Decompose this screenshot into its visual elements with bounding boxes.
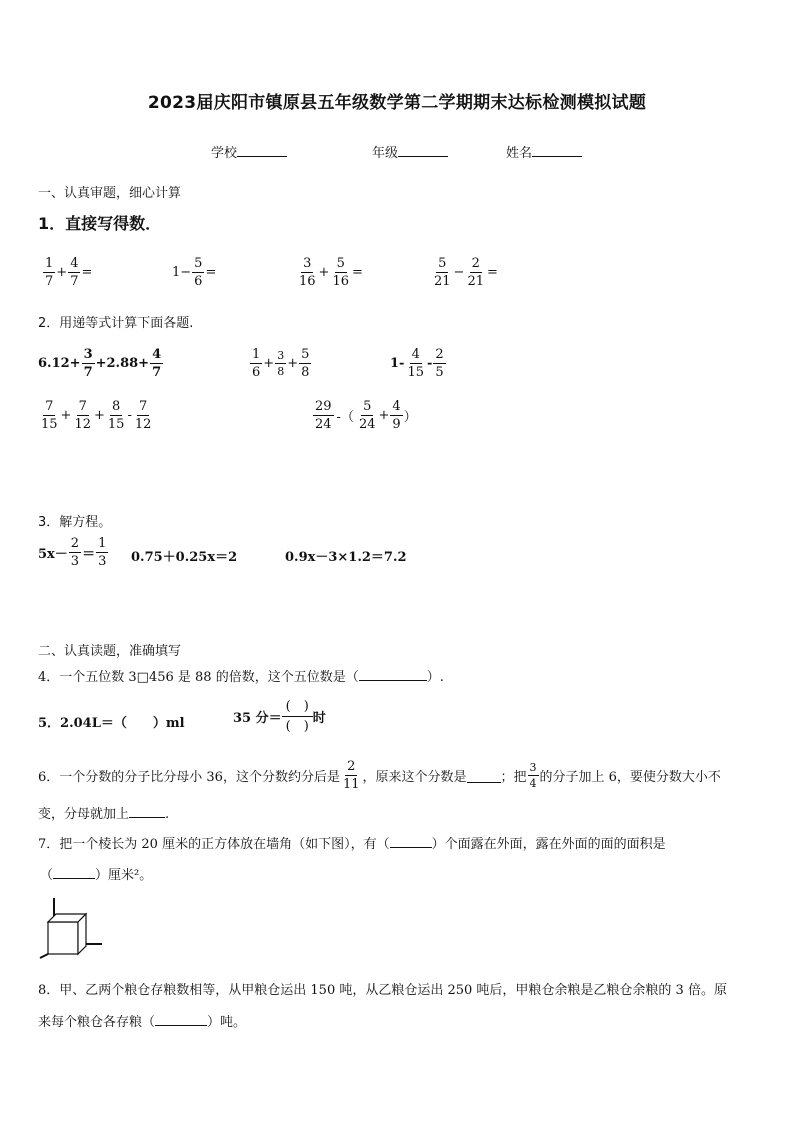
question-5-right: 35 分＝ ( ) ( ) 时: [233, 699, 326, 734]
section-2-heading: 二、认真读题，准确填写: [38, 644, 182, 659]
name-blank[interactable]: [532, 156, 582, 157]
fraction: $\frac{2}{5}$: [435, 347, 444, 380]
fraction-answer-box[interactable]: ( ) ( ): [282, 700, 313, 733]
fraction: $\frac{5}{24}$: [358, 399, 376, 432]
q1-item-4: $\frac{5}{21}$ − $\frac{2}{21}$ =: [434, 256, 498, 289]
grade-blank[interactable]: [398, 156, 448, 157]
q3-eq-3: 0.9x－3×1.2＝7.2: [285, 550, 407, 565]
question-1-label: 1．直接写得数．: [38, 214, 162, 233]
school-label: 学校: [211, 146, 238, 161]
fraction: $\frac{5}{6}$: [194, 256, 203, 289]
fraction: $\frac{4}{7}$: [70, 256, 79, 289]
q3-eq-2: 0.75＋0.25x＝2: [131, 550, 238, 565]
q2-expr-1: 6.12+ $\frac{3}{7}$ +2.88+ $\frac{4}{7}$: [38, 347, 162, 380]
fraction: $\frac{5}{8}$: [301, 347, 310, 380]
name-field: [506, 142, 582, 161]
question-8-line-1: 8．甲、乙两个粮仓存粮数相等，从甲粮仓运出 150 吨，从乙粮仓运出 250 吨后，甲粮仓余粮是乙粮仓余粮的 3 倍。原: [38, 983, 727, 998]
fraction: $\frac{4}{7}$: [152, 347, 162, 380]
q1-item-2: 1− $\frac{5}{6}$ =: [172, 256, 217, 289]
fraction: $\frac{1}{7}$: [45, 256, 54, 289]
fraction: $\frac{5}{16}$: [332, 256, 349, 289]
q2-expr-4: $\frac{7}{15}$ + $\frac{7}{12}$ + $\frac{8}{15}$ - $\frac{7}{12}$: [41, 399, 152, 432]
fraction: $\frac{2}{21}$: [467, 256, 484, 289]
school-field: [211, 142, 287, 161]
q7-answer-blank-1[interactable]: [390, 847, 432, 848]
fraction: $\frac{1}{6}$: [252, 347, 261, 380]
question-6-line-1: 6．一个分数的分子比分母小 36，这个分数约分后是 $\frac{2}{11}$ ，原来这个分数是 ；把 $\frac{3}{4}$ 的分子加上 6，要使分数大小不: [38, 759, 721, 792]
q1-item-1: $\frac{1}{7}$ + $\frac{4}{7}$ =: [45, 256, 93, 289]
q2-expr-5: $\frac{29}{24}$ -（ $\frac{5}{24}$ + $\frac{4}{9}$ ）: [315, 399, 417, 432]
question-5-left: 5．2.04L＝（ ）ml: [38, 716, 185, 731]
q8-answer-blank[interactable]: [155, 1025, 207, 1026]
fraction: $\frac{7}{12}$: [74, 399, 91, 432]
fraction: $\frac{7}{12}$: [134, 399, 152, 432]
fraction: $\frac{4}{15}$: [407, 347, 424, 380]
question-7-line-2: （ ）厘米²。: [40, 868, 153, 883]
page-title: 2023届庆阳市镇原县五年级数学第二学期期末达标检测模拟试题: [147, 93, 647, 113]
fraction: $\frac{5}{21}$: [434, 256, 451, 289]
q2-expr-3: 1- $\frac{4}{15}$ - $\frac{2}{5}$: [390, 347, 444, 380]
q6-answer-blank-2[interactable]: [129, 817, 165, 818]
q4-answer-blank[interactable]: [359, 680, 427, 681]
question-4: 4．一个五位数 3□456 是 88 的倍数，这个五位数是（ ）.: [38, 670, 444, 685]
q2-expr-2: $\frac{1}{6}$ + $\frac{3}{8}$ + $\frac{5}{8}$: [252, 347, 310, 380]
fraction: $\frac{3}{8}$: [277, 349, 285, 378]
question-6-line-2: 变，分母就加上 .: [38, 807, 170, 822]
q6-answer-blank-1[interactable]: [467, 769, 501, 783]
question-8-line-2: 来每个粮仓各存粮（ ）吨。: [38, 1015, 247, 1030]
section-1-heading: 一、认真审题，细心计算: [38, 186, 182, 201]
corner-cube-diagram: [38, 894, 106, 960]
fraction: $\frac{3}{7}$: [83, 347, 93, 380]
fraction: $\frac{7}{15}$: [41, 399, 58, 432]
q3-eq-1: 5x－ $\frac{2}{3}$ ＝ $\frac{1}{3}$: [38, 536, 107, 569]
fraction: $\frac{3}{4}$: [529, 761, 537, 790]
fraction: $\frac{2}{11}$: [342, 759, 360, 792]
q7-answer-blank-2[interactable]: [53, 878, 95, 879]
fraction: $\frac{4}{9}$: [392, 399, 401, 432]
fraction: $\frac{1}{3}$: [98, 536, 107, 569]
fraction: $\frac{29}{24}$: [315, 399, 332, 432]
fraction: $\frac{8}{15}$: [107, 399, 125, 432]
fraction: $\frac{2}{3}$: [70, 536, 80, 569]
q1-item-3: $\frac{3}{16}$ + $\frac{5}{16}$ =: [299, 256, 363, 289]
grade-field: [372, 142, 448, 161]
school-blank[interactable]: [237, 156, 287, 157]
fraction: $\frac{3}{16}$: [299, 256, 316, 289]
grade-label: 年级: [372, 146, 399, 161]
question-3-label: 3．解方程。: [38, 515, 112, 530]
question-7-line-1: 7．把一个棱长为 20 厘米的正方体放在墙角（如下图），有（ ）个面露在外面，露在外面的面的面积是: [38, 837, 666, 852]
question-2-label: 2．用递等式计算下面各题.: [38, 316, 194, 331]
name-label: 姓名: [506, 146, 533, 161]
